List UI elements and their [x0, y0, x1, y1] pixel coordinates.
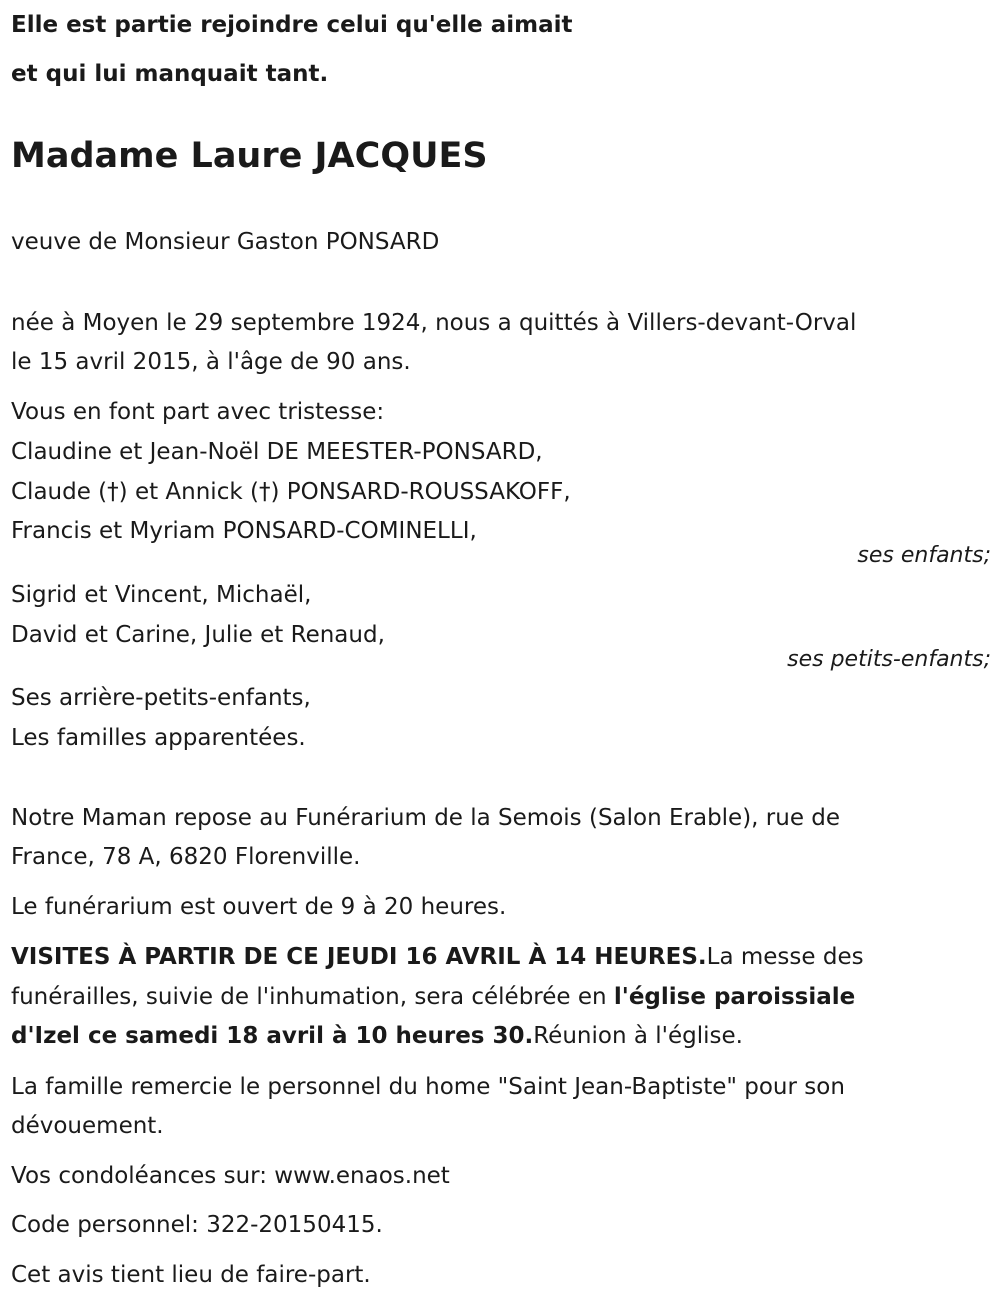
family-intro: Vous en font part avec tristesse:	[11, 399, 385, 425]
child-line-1: Claudine et Jean-Noël DE MEESTER-PONSARD,	[11, 439, 543, 465]
quote-line-2: et qui lui manquait tant.	[11, 61, 329, 87]
thanks-line-1: La famille remercie le personnel du home "Saint Jean-Baptiste" pour son	[11, 1074, 845, 1100]
reunion-text: Réunion à l'église.	[533, 1023, 743, 1049]
mass-line-2	[11, 982, 855, 1012]
visits-line	[11, 942, 864, 972]
funerarium-hours: Le funérarium est ouvert de 9 à 20 heures.	[11, 894, 507, 920]
mass-line-2-text: funérailles, suivie de l'inhumation, sera célébrée en	[11, 984, 614, 1010]
quote-line-1: Elle est partie rejoindre celui qu'elle aimait	[11, 12, 573, 38]
child-line-2: Claude (†) et Annick (†) PONSARD-ROUSSAKOFF,	[11, 479, 571, 505]
children-label: ses enfants;	[857, 543, 991, 568]
rest-line-1: Notre Maman repose au Funérarium de la Semois (Salon Erable), rue de	[11, 805, 841, 831]
grandchildren-label: ses petits-enfants;	[787, 647, 991, 672]
notice-line: Cet avis tient lieu de faire-part.	[11, 1262, 371, 1288]
mass-date-bold: d'Izel ce samedi 18 avril à 10 heures 30.	[11, 1023, 534, 1049]
grandchild-line-2: David et Carine, Julie et Renaud,	[11, 622, 385, 648]
related-families: Les familles apparentées.	[11, 725, 306, 751]
thanks-line-2: dévouement.	[11, 1113, 164, 1139]
deceased-name: Madame Laure JACQUES	[11, 136, 488, 176]
rest-line-2: France, 78 A, 6820 Florenville.	[11, 844, 361, 870]
visits-bold: VISITES À PARTIR DE CE JEUDI 16 AVRIL À 14 HEURES.	[11, 944, 707, 970]
child-line-3: Francis et Myriam PONSARD-COMINELLI,	[11, 518, 477, 544]
mass-line-3	[11, 1021, 743, 1051]
condolences-line: Vos condoléances sur: www.enaos.net	[11, 1163, 450, 1189]
birth-death-line-1: née à Moyen le 29 septembre 1924, nous a quittés à Villers-devant-Orval	[11, 310, 857, 336]
church-bold: l'église paroissiale	[613, 984, 856, 1010]
mass-start: La messe des	[706, 944, 864, 970]
personal-code: Code personnel: 322-20150415.	[11, 1212, 383, 1238]
widow-of: veuve de Monsieur Gaston PONSARD	[11, 229, 440, 255]
birth-death-line-2: le 15 avril 2015, à l'âge de 90 ans.	[11, 349, 411, 375]
grandchild-line-1: Sigrid et Vincent, Michaël,	[11, 582, 312, 608]
great-grandchildren: Ses arrière-petits-enfants,	[11, 685, 311, 711]
